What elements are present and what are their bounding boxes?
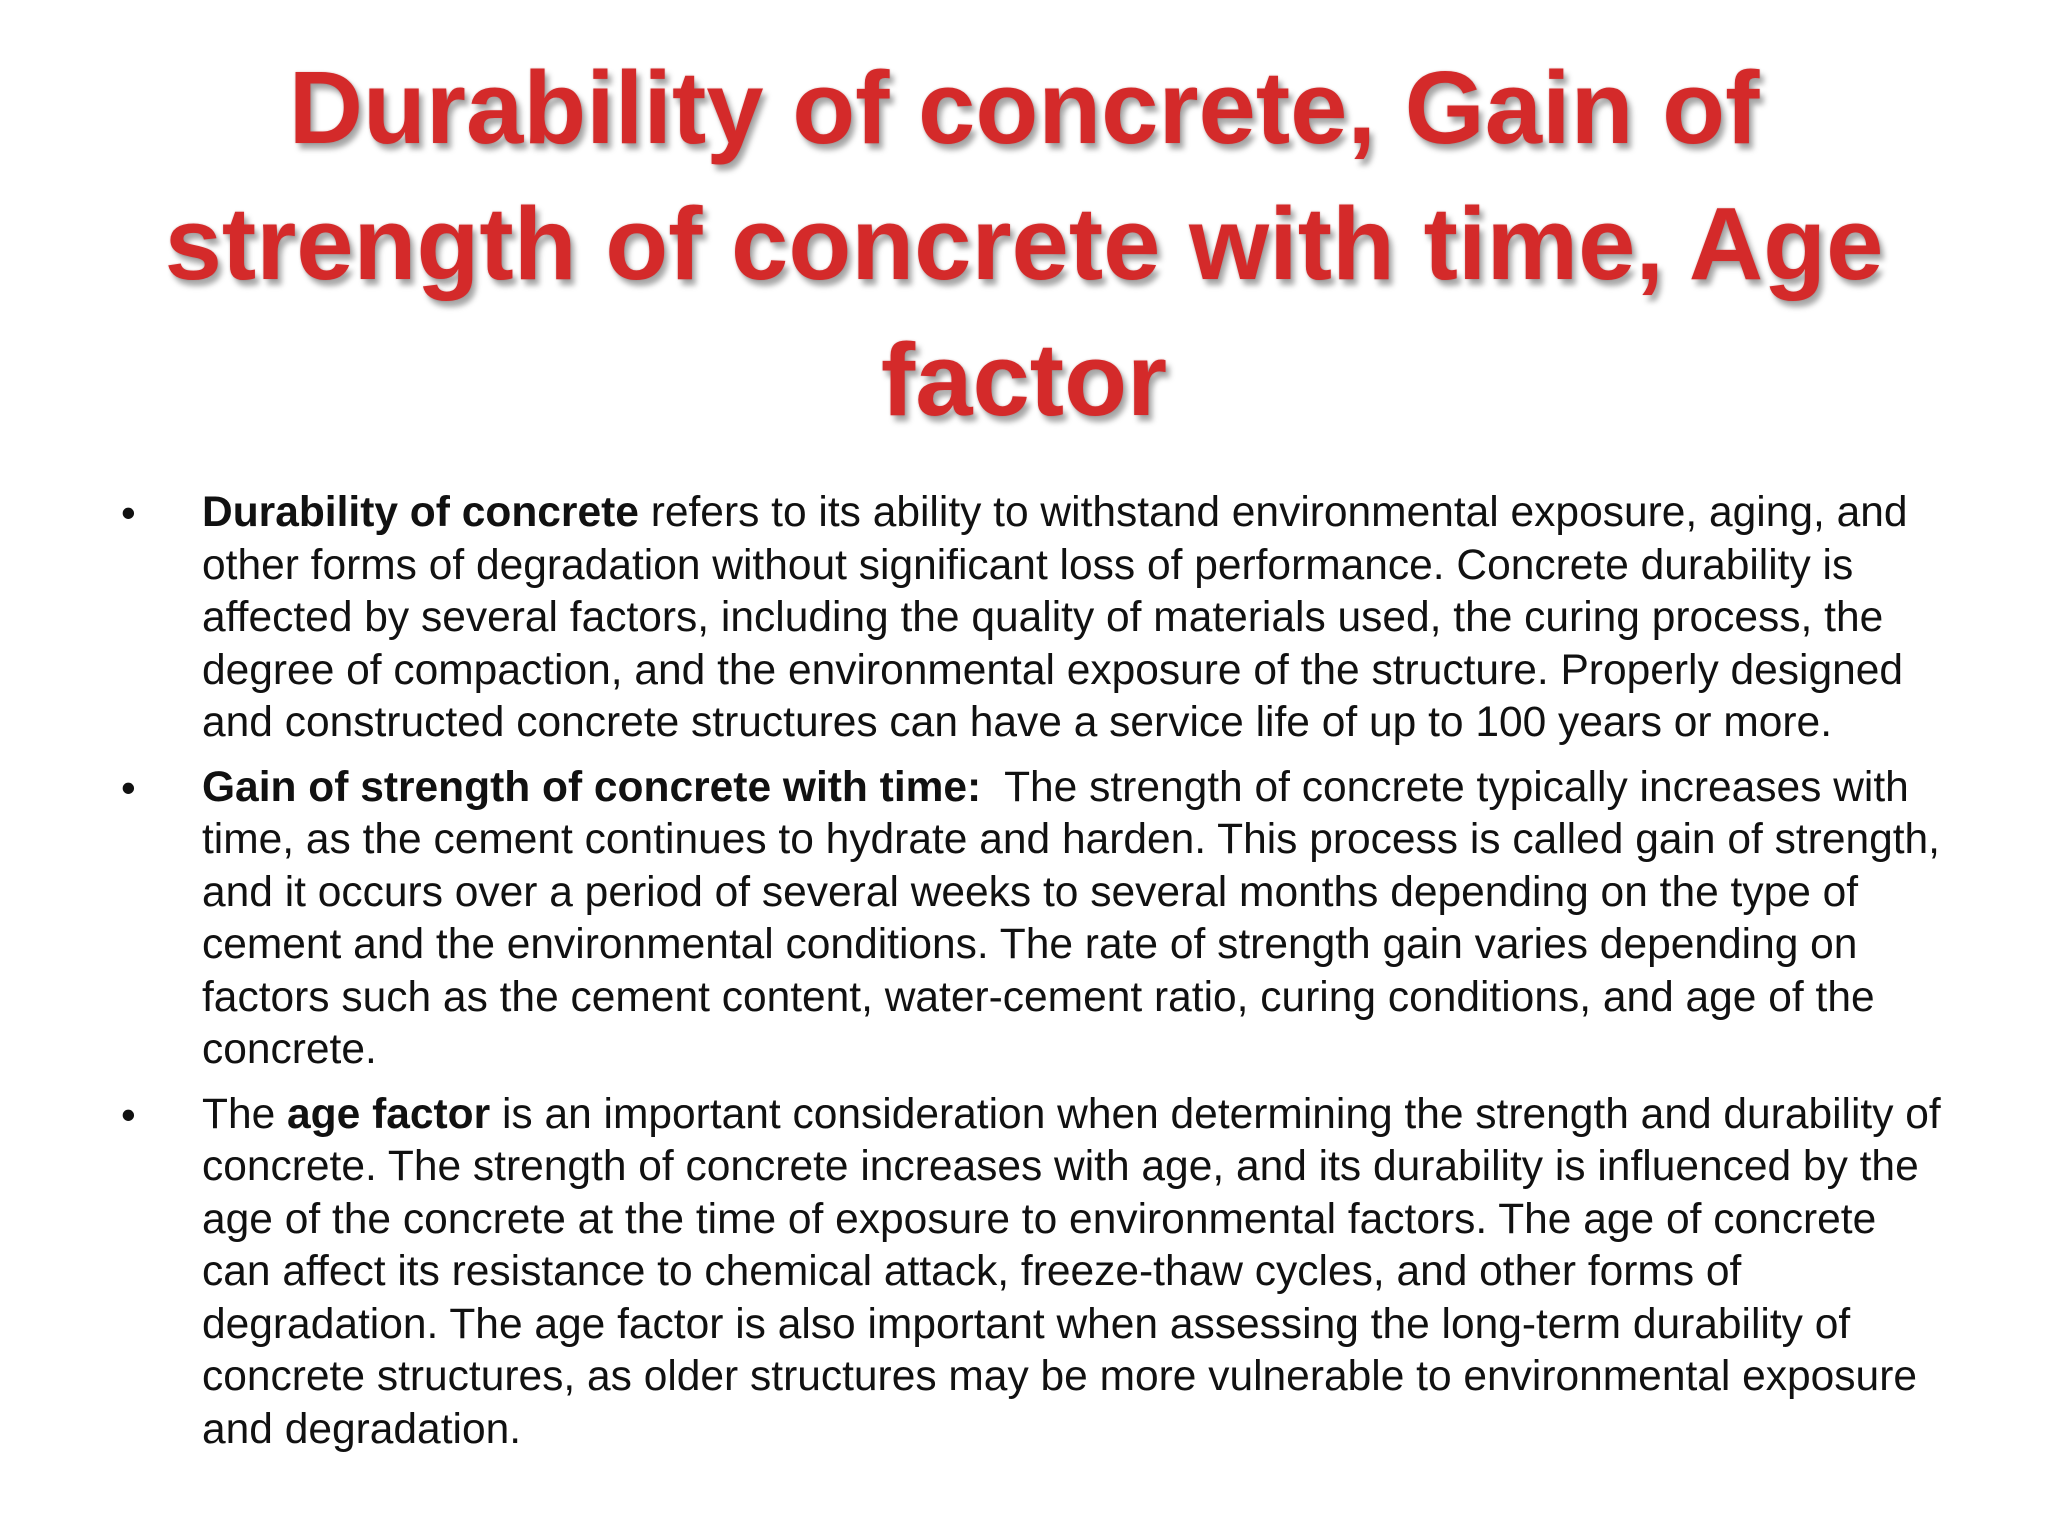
bullet-bold-term: Durability of concrete [202, 489, 639, 536]
bullet-bold-term: age factor [287, 1090, 491, 1138]
bullet-durability [115, 487, 1945, 750]
bullet-bold-term: Gain of strength of concrete with time: [202, 763, 982, 811]
bullet-body-text: is an important consideration when determining the strength and durability of concrete. The strength of concrete increases with age, and its durability is influenced by the age of the concrete at the time of exposure to environmental factors. The age of concrete can affect its resistance to chemical attack, freeze-thaw cycles, and other forms of degradation. The age factor is also important when assessing the long-term durability of concrete structures, as older structures may be more vulnerable to environmental exposure and degradation. [202, 1090, 1941, 1453]
bullet-gain-of-strength [115, 762, 1952, 1077]
slide-title: Durability of concrete, Gain of strength of concrete with time, Age factor [164, 50, 1884, 437]
bullet-lead-text: The [202, 1090, 288, 1138]
bullet-body-text: The strength of concrete typically increases with time, as the cement continues to hydrate and harden. This process is called gain of strength, and it occurs over a period of several weeks to several months depending on the type of cement and the environmental conditions. The rate of strength gain varies depending on factors such as the cement content, water-cement ratio, curing conditions, and age of the concrete. [202, 763, 1952, 1073]
bullet-marker: • [121, 489, 136, 536]
bullet-marker: • [121, 763, 136, 811]
bullet-age-factor [115, 1089, 1945, 1457]
bullet-list [115, 487, 1952, 1468]
bullet-marker: • [121, 1090, 136, 1138]
bullet-body-text: refers to its ability to withstand environmental exposure, aging, and other forms of degradation without significant loss of performance. Concrete durability is affected by several factors, including the quality of materials used, the curing process, the degree of compaction, and the environmental exposure of the structure. Properly designed and constructed concrete structures can have a service life of up to 100 years or more. [202, 489, 1908, 746]
